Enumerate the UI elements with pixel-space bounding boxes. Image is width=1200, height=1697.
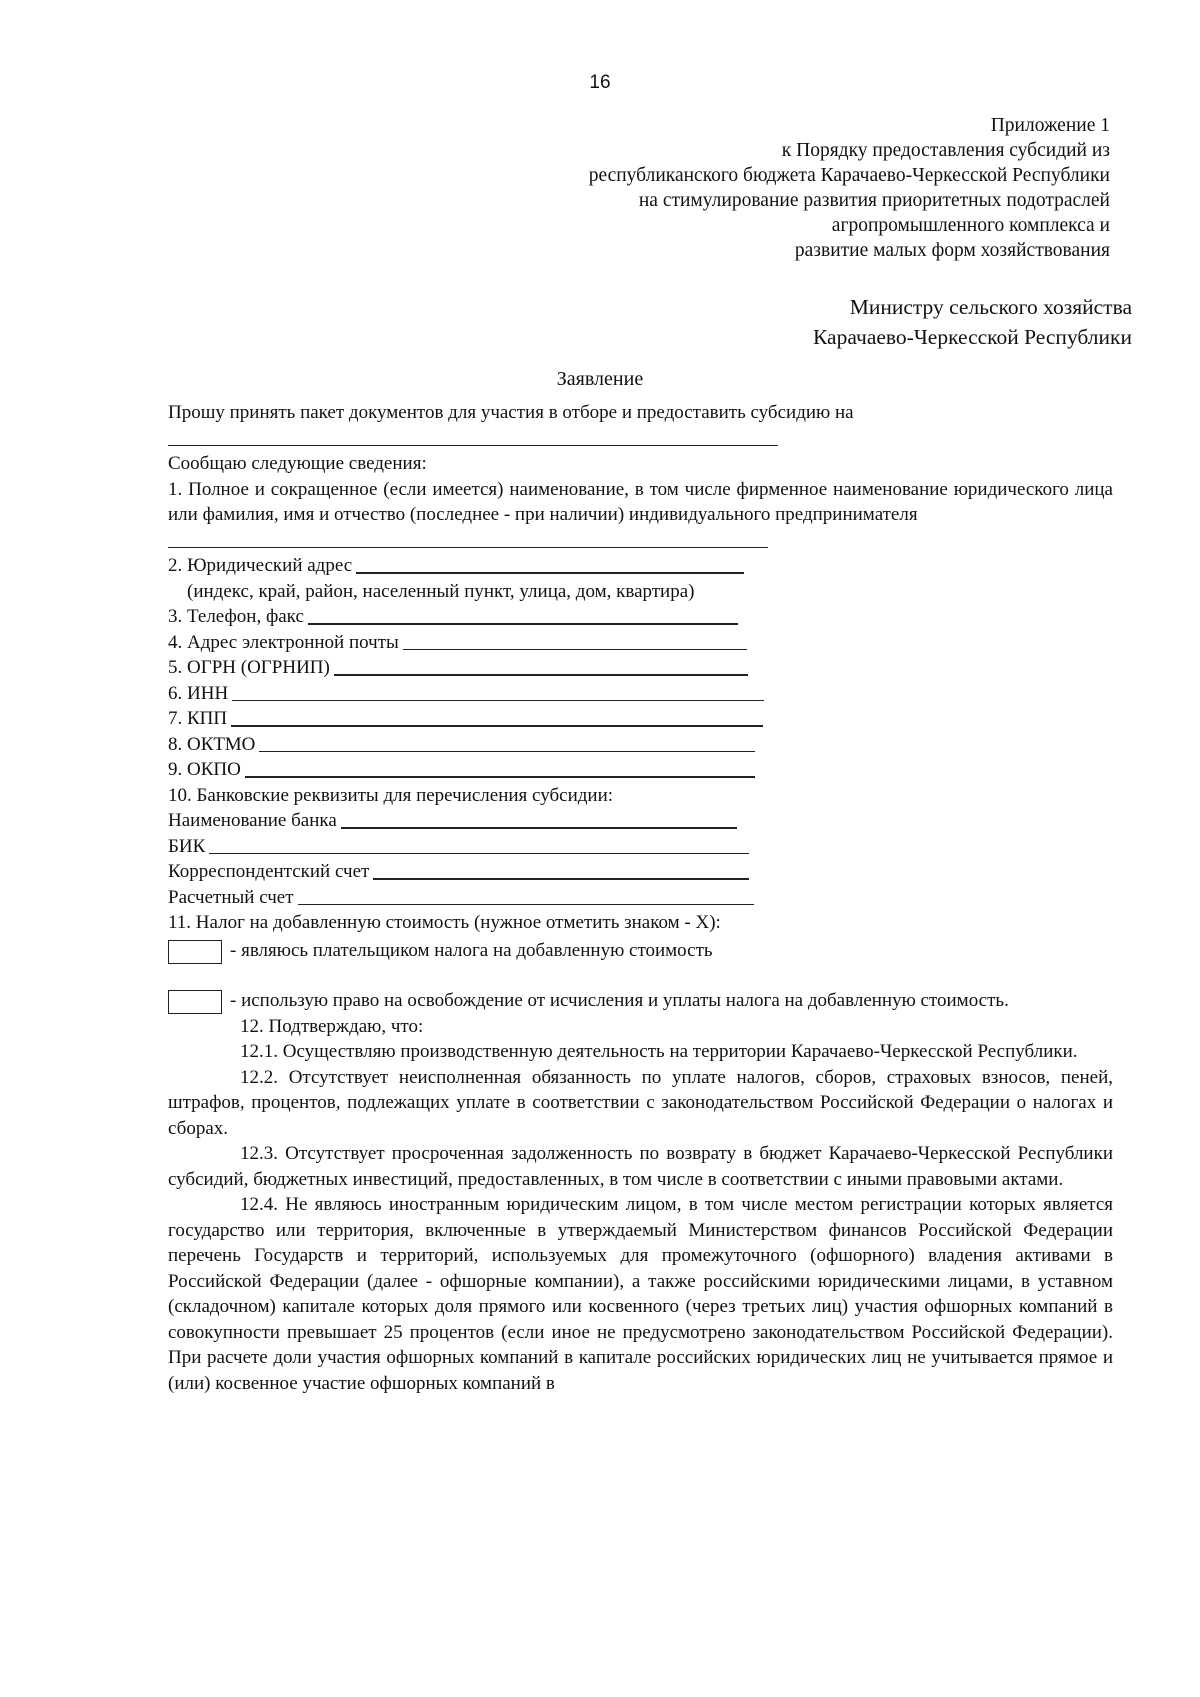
- appendix-header: [589, 113, 1110, 263]
- vat-heading: 11. Налог на добавленную стоимость (нужное отметить знаком - Х):: [168, 912, 721, 933]
- addressee-line: Министру сельского хозяйства: [849, 295, 1132, 319]
- vat-payer-text: - являюсь плательщиком налога на добавленную стоимость: [230, 939, 713, 961]
- header-line: на стимулирование развития приоритетных подотраслей: [638, 190, 1110, 211]
- page-number: 16: [589, 72, 611, 93]
- header-line: развитие малых форм хозяйствования: [794, 240, 1110, 261]
- bank-details-heading: 10. Банковские реквизиты для перечисления субсидии:: [168, 784, 614, 806]
- account-row: [168, 885, 1113, 911]
- header-line: агропромышленного комплекса и: [831, 215, 1110, 236]
- addressee-block: [813, 292, 1132, 352]
- subsidy-purpose-field[interactable]: [168, 426, 1113, 452]
- bank-name-label: Наименование банка: [168, 810, 337, 831]
- vat-exempt-text: - использую право на освобождение от исчисления и уплаты налога на добавленную стоимость.: [230, 989, 1009, 1011]
- okpo-field[interactable]: [245, 776, 755, 778]
- item-12-1-text: 12.1. Осуществляю производственную деятельность на территории Карачаево-Черкесской Республики.: [240, 1041, 1078, 1062]
- kpp-field[interactable]: [231, 725, 763, 727]
- bank-name-row: [168, 808, 1113, 834]
- request-text: Прошу принять пакет документов для участия в отборе и предоставить субсидию на: [168, 402, 854, 423]
- kpp-row: [168, 706, 1113, 732]
- kpp-label: 7. КПП: [168, 708, 228, 729]
- corr-account-row: [168, 859, 1113, 885]
- legal-address-label: 2. Юридический адрес: [168, 555, 353, 576]
- oktmo-field[interactable]: [259, 751, 755, 753]
- phone-fax-row: [168, 604, 1113, 630]
- oktmo-label: 8. ОКТМО: [168, 733, 256, 755]
- addressee-line: Карачаево-Черкесской Республики: [812, 325, 1132, 349]
- email-label: 4. Адрес электронной почты: [168, 631, 399, 653]
- item-12-heading: 12. Подтверждаю, что:: [240, 1015, 424, 1037]
- vat-payer-checkbox[interactable]: [168, 940, 222, 964]
- bik-label: БИК: [168, 835, 206, 857]
- info-intro: Сообщаю следующие сведения:: [168, 453, 427, 474]
- item-12-3-text: 12.3. Отсутствует просроченная задолженность по возврату в бюджет Карачаево-Черкесской Республики субсидий, бюджетных инвестиций, предоставленных, в том числе в соответствии с иными правовыми актами.: [168, 1143, 1113, 1190]
- okpo-label: 9. ОКПО: [168, 759, 241, 780]
- header-line: Приложение 1: [990, 115, 1110, 136]
- phone-fax-field[interactable]: [308, 623, 738, 625]
- ogrn-field[interactable]: [334, 674, 748, 676]
- phone-fax-label: 3. Телефон, факс: [168, 606, 304, 627]
- email-row: [168, 630, 1113, 656]
- item-12-4-text: 12.4. Не являюсь иностранным юридическим лицом, в том числе местом регистрации которых является государство или территория, включенные в утверждаемый Министерством финансов Российской Федерации перечень Государств и территорий, используемых для промежуточного (офшорного) владения активами в Российской Федерации (далее - офшорные компании), а также российскими юридическими лицами, в уставном (складочном) капитале которых доля прямого или косвенного (через третьих лиц) участия офшорных компаний в совокупности превышает 25 процентов (если иное не предусмотрено законодательством Российской Федерации). При расчете доли участия офшорных компаний в капитале российских юридических лиц не учитывается прямое и (или) косвенное участие офшорных компаний в: [168, 1194, 1113, 1394]
- inn-field[interactable]: [232, 700, 764, 702]
- header-line: к Порядку предоставления субсидий из: [781, 140, 1110, 161]
- account-label: Расчетный счет: [168, 886, 294, 908]
- vat-exempt-checkbox[interactable]: [168, 990, 222, 1014]
- vat-option-payer: [168, 938, 1113, 964]
- vat-option-exempt: [168, 988, 1113, 1014]
- ogrn-label: 5. ОГРН (ОГРНИП): [168, 657, 330, 678]
- document-title: Заявление: [556, 368, 644, 390]
- okpo-row: [168, 757, 1113, 783]
- corr-account-field[interactable]: [373, 878, 749, 880]
- item-12-2-text: 12.2. Отсутствует неисполненная обязанность по уплате налогов, сборов, страховых взносов, пеней, штрафов, процентов, подлежащих уплате в соответствии с законодательством Российской Федерации о налогах и сборах.: [168, 1066, 1113, 1139]
- legal-address-row: [168, 553, 1113, 579]
- email-field[interactable]: [403, 649, 747, 651]
- ogrn-row: [168, 655, 1113, 681]
- organization-name-field[interactable]: [168, 528, 1113, 554]
- legal-address-field[interactable]: [356, 572, 744, 574]
- bank-name-field[interactable]: [341, 827, 737, 829]
- bik-field[interactable]: [209, 853, 749, 855]
- bik-row: [168, 834, 1113, 860]
- oktmo-row: [168, 732, 1113, 758]
- item-1-text: 1. Полное и сокращенное (если имеется) наименование, в том числе фирменное наименование юридического лица или фамилия, имя и отчество (последнее - при наличии) индивидуального предпринимателя: [168, 478, 1113, 525]
- corr-account-label: Корреспондентский счет: [168, 861, 370, 882]
- application-body: [168, 400, 1113, 1396]
- header-line: республиканского бюджета Карачаево-Черкесской Республики: [588, 165, 1110, 186]
- account-field[interactable]: [298, 904, 754, 906]
- legal-address-hint: (индекс, край, район, населенный пункт, улица, дом, квартира): [187, 580, 695, 602]
- inn-row: [168, 681, 1113, 707]
- inn-label: 6. ИНН: [168, 682, 229, 704]
